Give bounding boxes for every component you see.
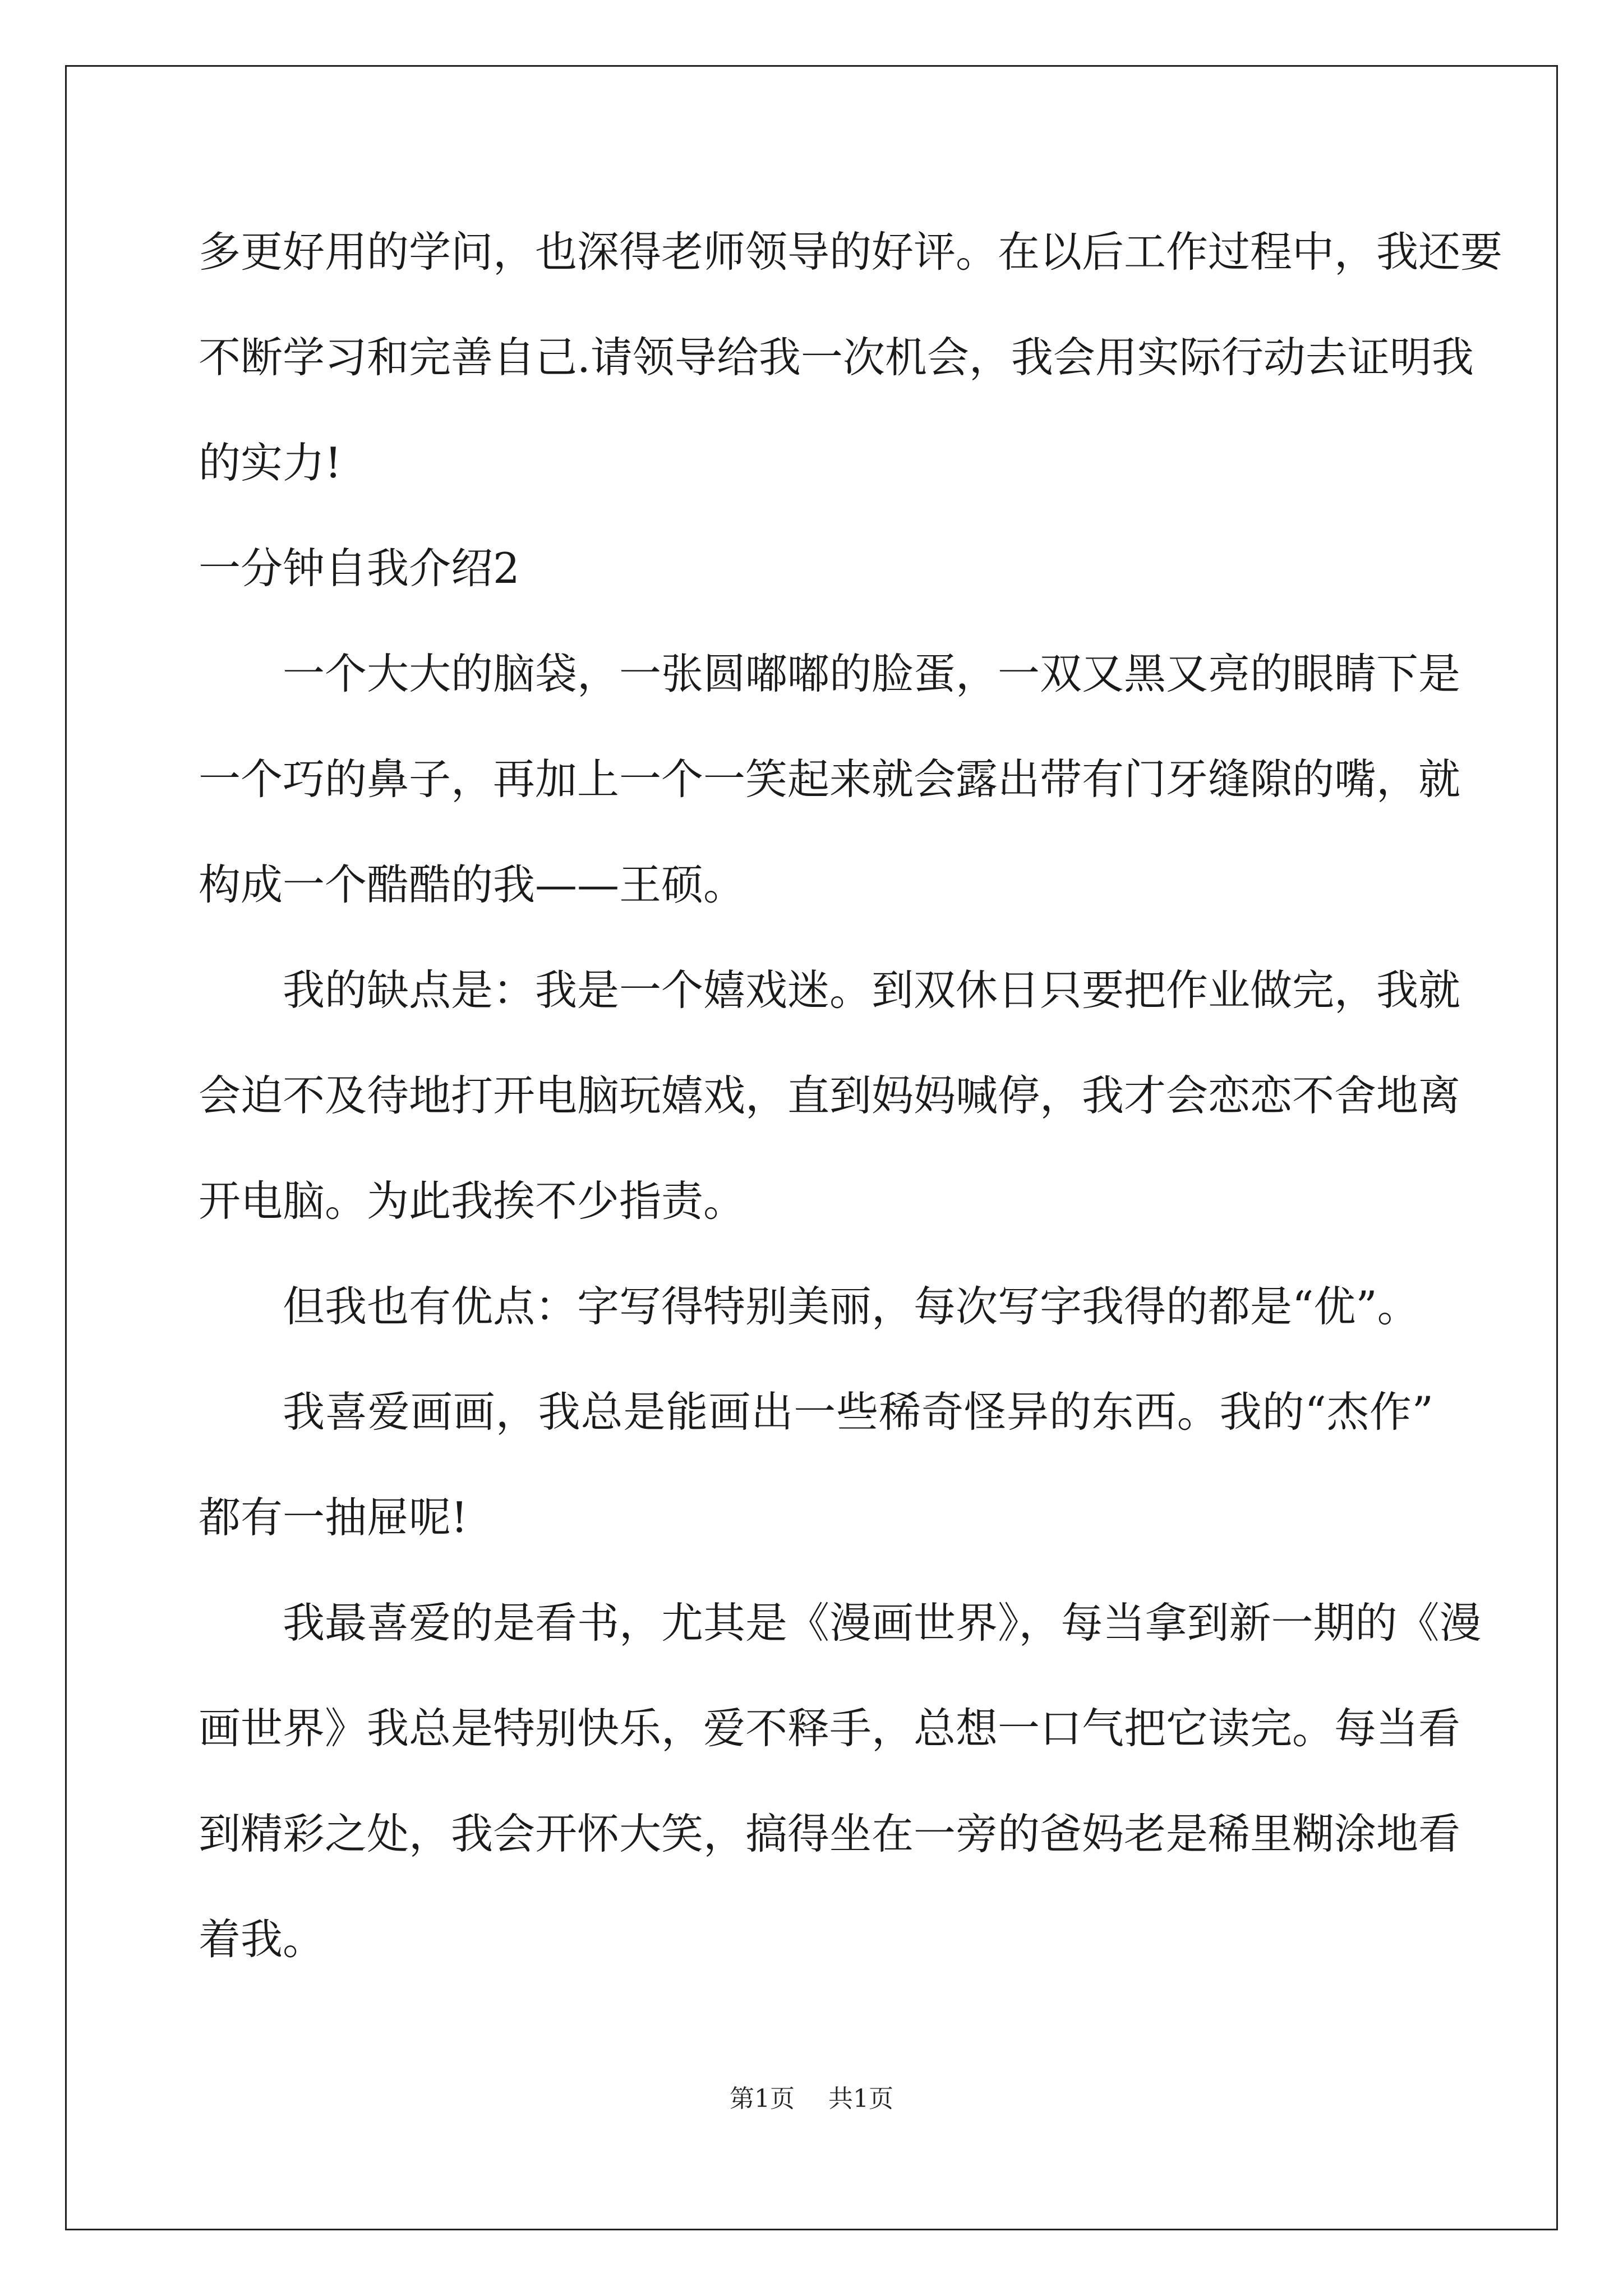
paragraph-line: 画世界》我总是特别快乐，爱不释手，总想一口气把它读完。每当看 — [199, 1704, 1461, 1753]
paragraph-line: 我最喜爱的是看书，尤其是《漫画世界》，每当拿到新一期的《漫 — [283, 1598, 1482, 1648]
page-footer — [0, 2078, 1623, 2114]
section-heading: 一分钟自我介绍2 — [199, 544, 520, 593]
document-body — [199, 199, 1503, 1992]
paragraph-line: 都有一抽屉呢! — [199, 1493, 468, 1542]
paragraph-line: 着我。 — [199, 1915, 325, 1964]
paragraph-line: 多更好用的学问，也深得老师领导的好评。在以后工作过程中，我还要 — [199, 227, 1503, 277]
paragraph-line: 我喜爱画画，我总是能画出一些稀奇怪异的东西。我的“杰作” — [283, 1387, 1433, 1437]
paragraph-line: 到精彩之处，我会开怀大笑，搞得坐在一旁的爸妈老是稀里糊涂地看 — [199, 1809, 1461, 1858]
paragraph-line: 构成一个酷酷的我——王硕。 — [199, 860, 746, 909]
paragraph-line: 一个大大的脑袋，一张圆嘟嘟的脸蛋，一双又黑又亮的眼睛下是 — [283, 649, 1461, 698]
paragraph-line: 不断学习和完善自己.请领导给我一次机会，我会用实际行动去证明我 — [199, 333, 1474, 382]
page-total: 共1页 — [828, 2085, 893, 2113]
paragraph-line: 一个巧的鼻子，再加上一个一笑起来就会露出带有门牙缝隙的嘴，就 — [199, 754, 1461, 804]
paragraph-line: 的实力! — [199, 438, 342, 487]
paragraph-line: 我的缺点是：我是一个嬉戏迷。到双休日只要把作业做完，我就 — [283, 965, 1461, 1015]
page-number: 第1页 — [730, 2085, 795, 2113]
paragraph-line: 开电脑。为此我挨不少指责。 — [199, 1176, 746, 1226]
paragraph-line: 但我也有优点：字写得特别美丽，每次写字我得的都是“优”。 — [283, 1282, 1419, 1331]
paragraph-line: 会迫不及待地打开电脑玩嬉戏，直到妈妈喊停，我才会恋恋不舍地离 — [199, 1071, 1461, 1120]
